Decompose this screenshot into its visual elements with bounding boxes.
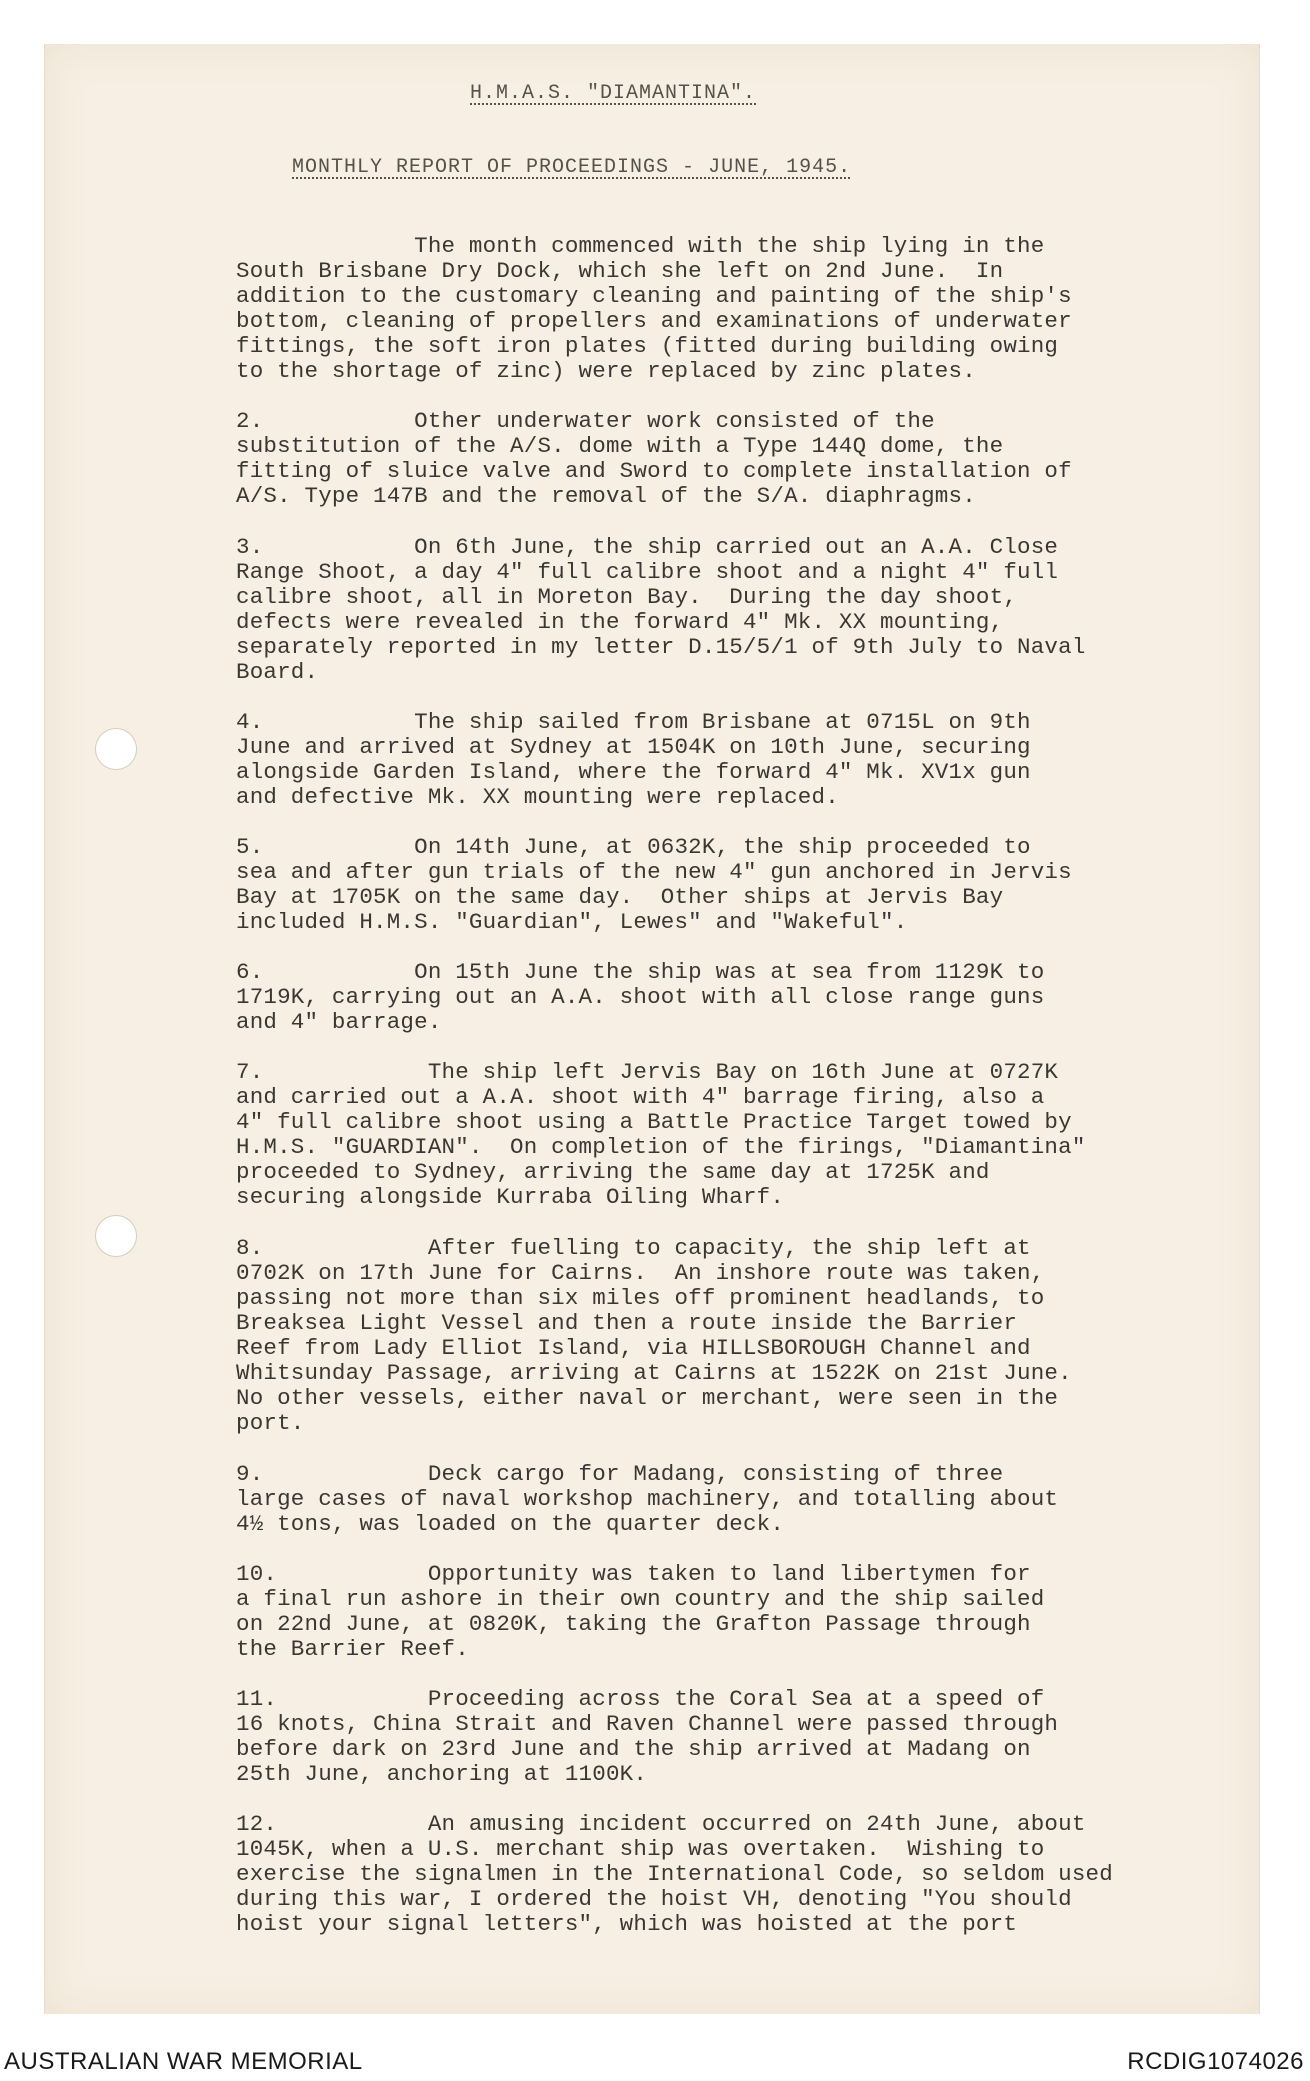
footer-record-id: RCDIG1074026 <box>1127 2048 1304 2075</box>
document-subtitle: MONTHLY REPORT OF PROCEEDINGS - JUNE, 1945. <box>292 156 852 179</box>
document-title: H.M.A.S. "DIAMANTINA". <box>470 82 757 105</box>
paragraph-12: 12. An amusing incident occurred on 24th June, about 1045K, when a U.S. merchant ship was overtaken. Wishing to exercise the signalmen in the International Code, so seldom used during this war, I ordered the hoist VH, denoting "You should hoist your signal letters", which was hoisted at the port <box>236 1811 1113 1937</box>
punch-hole <box>95 728 137 770</box>
paragraph-2: 2. Other underwater work consisted of the substitution of the A/S. dome with a Type 144Q dome, the fitting of sluice valve and Sword to complete installation of A/S. Type 147B and the removal of the S/A. diaphragms. <box>236 408 1072 509</box>
paragraph-3: 3. On 6th June, the ship carried out an A.A. Close Range Shoot, a day 4" full calibre shoot and a night 4" full calibre shoot, all in Moreton Bay. During the day shoot, defects were revealed in the forward 4" Mk. XX mounting, separately reported in my letter D.15/5/1 of 9th July to Naval Board. <box>236 534 1086 685</box>
paragraph-4: 4. The ship sailed from Brisbane at 0715L on 9th June and arrived at Sydney at 1504K on 10th June, securing alongside Garden Island, where the forward 4" Mk. XV1x gun and defective Mk. XX mounting were replaced. <box>236 709 1031 810</box>
paragraph-8: 8. After fuelling to capacity, the ship left at 0702K on 17th June for Cairns. An inshore route was taken, passing not more than six miles off prominent headlands, to Breaksea Light Vessel and then a route inside the Barrier Reef from Lady Elliot Island, via HILLSBOROUGH Channel and Whitsunday Passage, arriving at Cairns at 1522K on 21st June. No other vessels, either naval or merchant, were seen in the port. <box>236 1235 1072 1436</box>
paragraph-7: 7. The ship left Jervis Bay on 16th June at 0727K and carried out a A.A. shoot with 4" barrage firing, also a 4" full calibre shoot using a Battle Practice Target towed by H.M.S. "GUARDIAN". On completion of the firings, "Diamantina" proceeded to Sydney, arriving the same day at 1725K and securing alongside Kurraba Oiling Wharf. <box>236 1059 1086 1210</box>
footer-source: AUSTRALIAN WAR MEMORIAL <box>4 2048 363 2075</box>
paragraph-9: 9. Deck cargo for Madang, consisting of three large cases of naval workshop machinery, and totalling about 4½ tons, was loaded on the quarter deck. <box>236 1461 1059 1537</box>
paragraph-6: 6. On 15th June the ship was at sea from 1129K to 1719K, carrying out an A.A. shoot with all close range guns and 4" barrage. <box>236 959 1045 1035</box>
paragraph-1: The month commenced with the ship lying in the South Brisbane Dry Dock, which she left on 2nd June. In addition to the customary cleaning and painting of the ship's bottom, cleaning of propellers and examinations of underwater fittings, the soft iron plates (fitted during building owing to the shortage of zinc) were replaced by zinc plates. <box>236 233 1072 384</box>
paragraph-5: 5. On 14th June, at 0632K, the ship proceeded to sea and after gun trials of the new 4" gun anchored in Jervis Bay at 1705K on the same day. Other ships at Jervis Bay included H.M.S. "Guardian", Lewes" and "Wakeful". <box>236 834 1072 935</box>
punch-hole <box>95 1215 137 1257</box>
paragraph-11: 11. Proceeding across the Coral Sea at a speed of 16 knots, China Strait and Raven Channel were passed through before dark on 23rd June and the ship arrived at Madang on 25th June, anchoring at 1100K. <box>236 1686 1059 1787</box>
paragraph-10: 10. Opportunity was taken to land libertymen for a final run ashore in their own country and the ship sailed on 22nd June, at 0820K, taking the Grafton Passage through the Barrier Reef. <box>236 1561 1045 1662</box>
